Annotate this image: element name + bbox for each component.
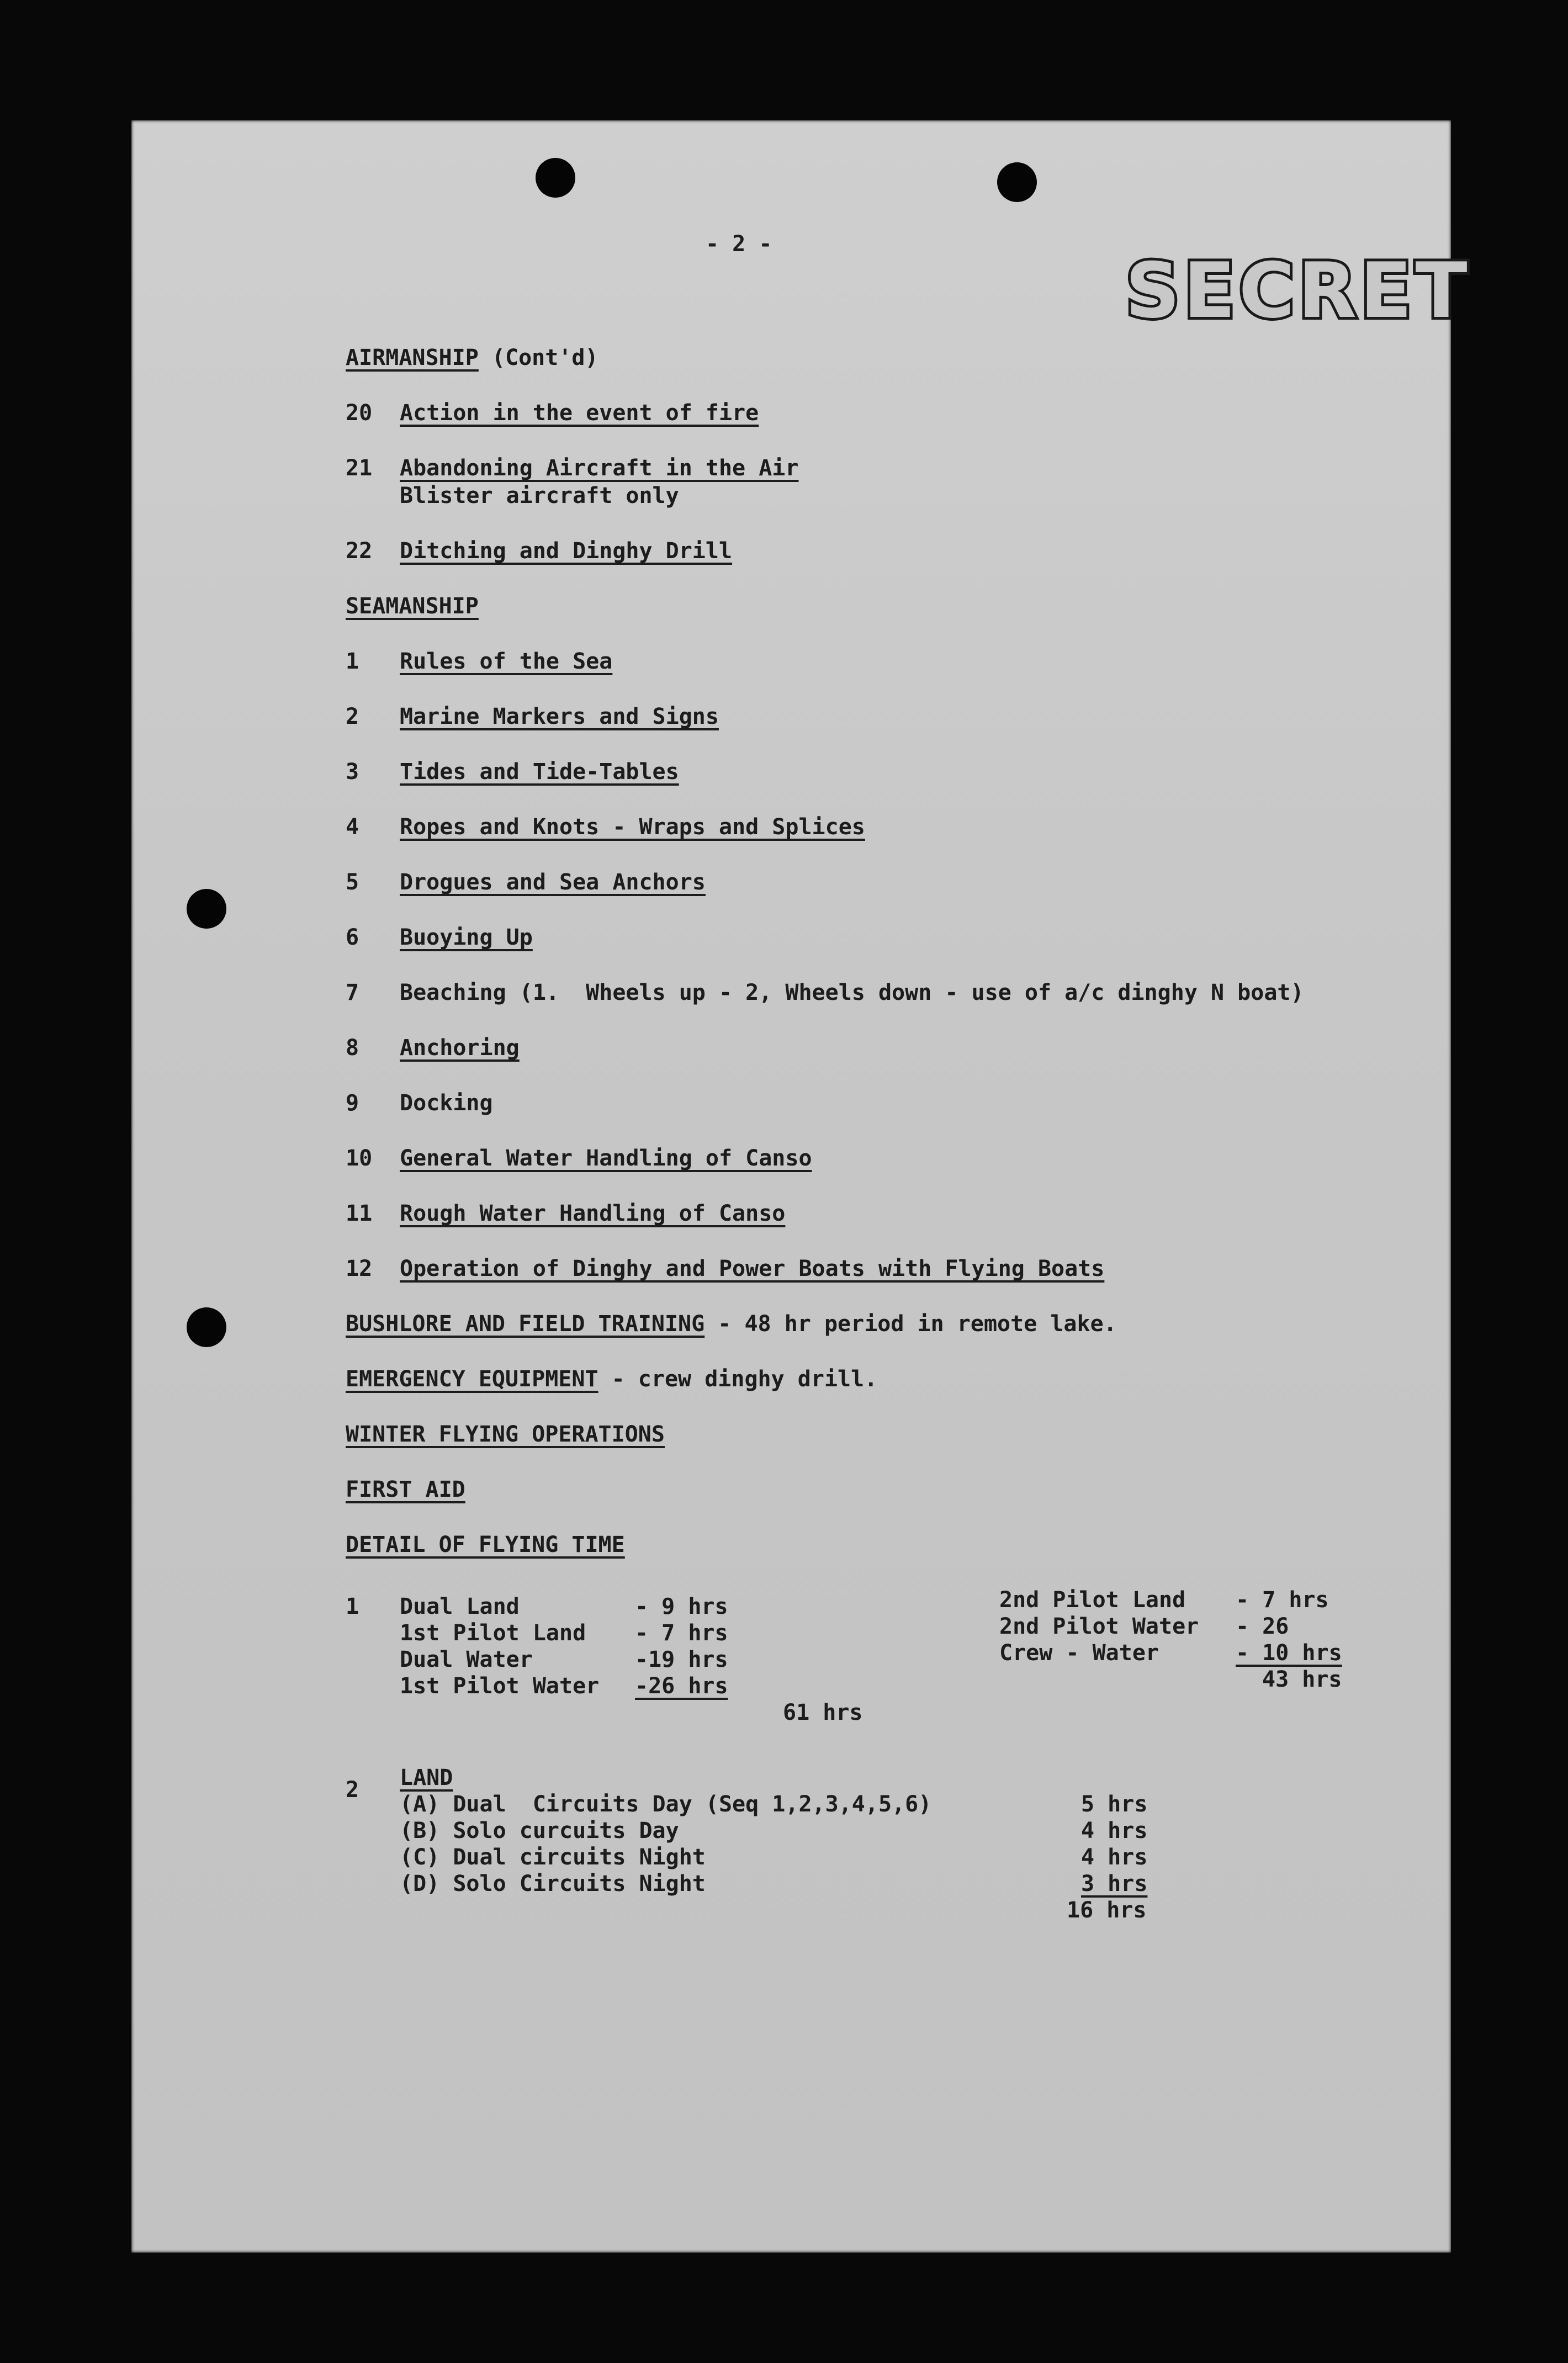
flying-time-value: - 26 bbox=[1236, 1614, 1289, 1639]
item-number: 21 bbox=[346, 455, 373, 481]
flying-time-label: Dual Land bbox=[400, 1594, 520, 1619]
item-text: Buoying Up bbox=[400, 925, 533, 950]
bushlore-heading: BUSHLORE AND FIELD TRAINING bbox=[346, 1311, 705, 1337]
item-number: 9 bbox=[346, 1090, 359, 1116]
flying-time-label: 1st Pilot Water bbox=[400, 1673, 600, 1699]
item-text: Operation of Dinghy and Power Boats with Flying Boats bbox=[400, 1256, 1105, 1281]
punch-hole-top-right bbox=[997, 162, 1037, 202]
land-heading: LAND bbox=[400, 1765, 453, 1790]
item-text: Tides and Tide-Tables bbox=[400, 759, 679, 785]
punch-hole-top-left bbox=[536, 158, 575, 198]
section-number: 1 bbox=[346, 1594, 359, 1619]
flying-time-label: Crew - Water bbox=[999, 1640, 1159, 1666]
item-text: Action in the event of fire bbox=[400, 400, 759, 426]
page-number: - 2 - bbox=[706, 231, 772, 257]
punch-hole-left-upper bbox=[187, 889, 226, 929]
secret-stamp: SECRET bbox=[1125, 246, 1471, 335]
item-number: 5 bbox=[346, 870, 359, 895]
flying-time-value: - 9 hrs bbox=[635, 1594, 728, 1619]
item-text: Rules of the Sea bbox=[400, 649, 613, 674]
item-number: 20 bbox=[346, 400, 373, 426]
item-text: Drogues and Sea Anchors bbox=[400, 870, 706, 895]
item-subtext: Blister aircraft only bbox=[400, 483, 679, 508]
punch-hole-left-lower bbox=[187, 1307, 226, 1347]
emergency-text: - crew dinghy drill. bbox=[598, 1366, 878, 1392]
bushlore-line bbox=[346, 1311, 1117, 1337]
seamanship-heading: SEAMANSHIP bbox=[346, 594, 479, 619]
item-number: 22 bbox=[346, 538, 373, 564]
flying-time-value: -19 hrs bbox=[635, 1647, 728, 1672]
circuit-value: 3 hrs bbox=[1081, 1871, 1148, 1896]
item-text: Rough Water Handling of Canso bbox=[400, 1201, 786, 1226]
first-aid-heading: FIRST AID bbox=[346, 1477, 465, 1502]
circuit-label: (A) Dual Circuits Day (Seq 1,2,3,4,5,6) bbox=[400, 1792, 932, 1817]
flying-time-label: Dual Water bbox=[400, 1647, 533, 1672]
circuit-value: 4 hrs bbox=[1081, 1845, 1148, 1870]
document-page bbox=[131, 120, 1471, 2253]
flying-time-label: 2nd Pilot Water bbox=[999, 1614, 1199, 1639]
emergency-line bbox=[346, 1366, 877, 1392]
item-number: 8 bbox=[346, 1035, 359, 1061]
emergency-heading: EMERGENCY EQUIPMENT bbox=[346, 1366, 598, 1392]
airmanship-heading-text: AIRMANSHIP bbox=[346, 345, 479, 370]
flying-time-heading: DETAIL OF FLYING TIME bbox=[346, 1532, 625, 1557]
item-text: Docking bbox=[400, 1090, 493, 1116]
flying-time-label: 2nd Pilot Land bbox=[999, 1587, 1186, 1613]
item-text: Ditching and Dinghy Drill bbox=[400, 538, 733, 564]
item-number: 1 bbox=[346, 649, 359, 674]
flying-time-value: -26 hrs bbox=[635, 1673, 728, 1699]
airmanship-heading-suffix: (Cont'd) bbox=[491, 345, 598, 370]
item-text: Beaching (1. Wheels up - 2, Wheels down - use of a/c dinghy N boat) bbox=[400, 980, 1304, 1005]
circuit-value: 5 hrs bbox=[1081, 1792, 1148, 1817]
winter-heading: WINTER FLYING OPERATIONS bbox=[346, 1422, 665, 1447]
flying-time-total: 43 hrs bbox=[1262, 1667, 1342, 1692]
circuit-value: 4 hrs bbox=[1081, 1818, 1148, 1843]
item-number: 6 bbox=[346, 925, 359, 950]
circuit-total: 16 hrs bbox=[1067, 1898, 1147, 1923]
airmanship-heading bbox=[346, 345, 598, 371]
item-number: 3 bbox=[346, 759, 359, 785]
section-number: 2 bbox=[346, 1777, 359, 1803]
circuit-label: (B) Solo curcuits Day bbox=[400, 1818, 679, 1843]
item-text: Ropes and Knots - Wraps and Splices bbox=[400, 814, 865, 840]
item-number: 11 bbox=[346, 1201, 373, 1226]
item-text: Anchoring bbox=[400, 1035, 520, 1061]
item-text: Abandoning Aircraft in the Air bbox=[400, 455, 799, 481]
item-number: 10 bbox=[346, 1146, 373, 1171]
item-number: 2 bbox=[346, 704, 359, 729]
flying-time-total: 61 hrs bbox=[783, 1700, 863, 1725]
flying-time-value: - 7 hrs bbox=[635, 1620, 728, 1646]
item-number: 12 bbox=[346, 1256, 373, 1281]
item-text: Marine Markers and Signs bbox=[400, 704, 719, 729]
item-number: 4 bbox=[346, 814, 359, 840]
flying-time-value: - 7 hrs bbox=[1236, 1587, 1329, 1613]
item-text: General Water Handling of Canso bbox=[400, 1146, 812, 1171]
item-number: 7 bbox=[346, 980, 359, 1005]
bushlore-text: - 48 hr period in remote lake. bbox=[704, 1311, 1117, 1337]
circuit-label: (C) Dual circuits Night bbox=[400, 1845, 706, 1870]
flying-time-value: - 10 hrs bbox=[1236, 1640, 1342, 1666]
flying-time-label: 1st Pilot Land bbox=[400, 1620, 586, 1646]
circuit-label: (D) Solo Circuits Night bbox=[400, 1871, 706, 1896]
